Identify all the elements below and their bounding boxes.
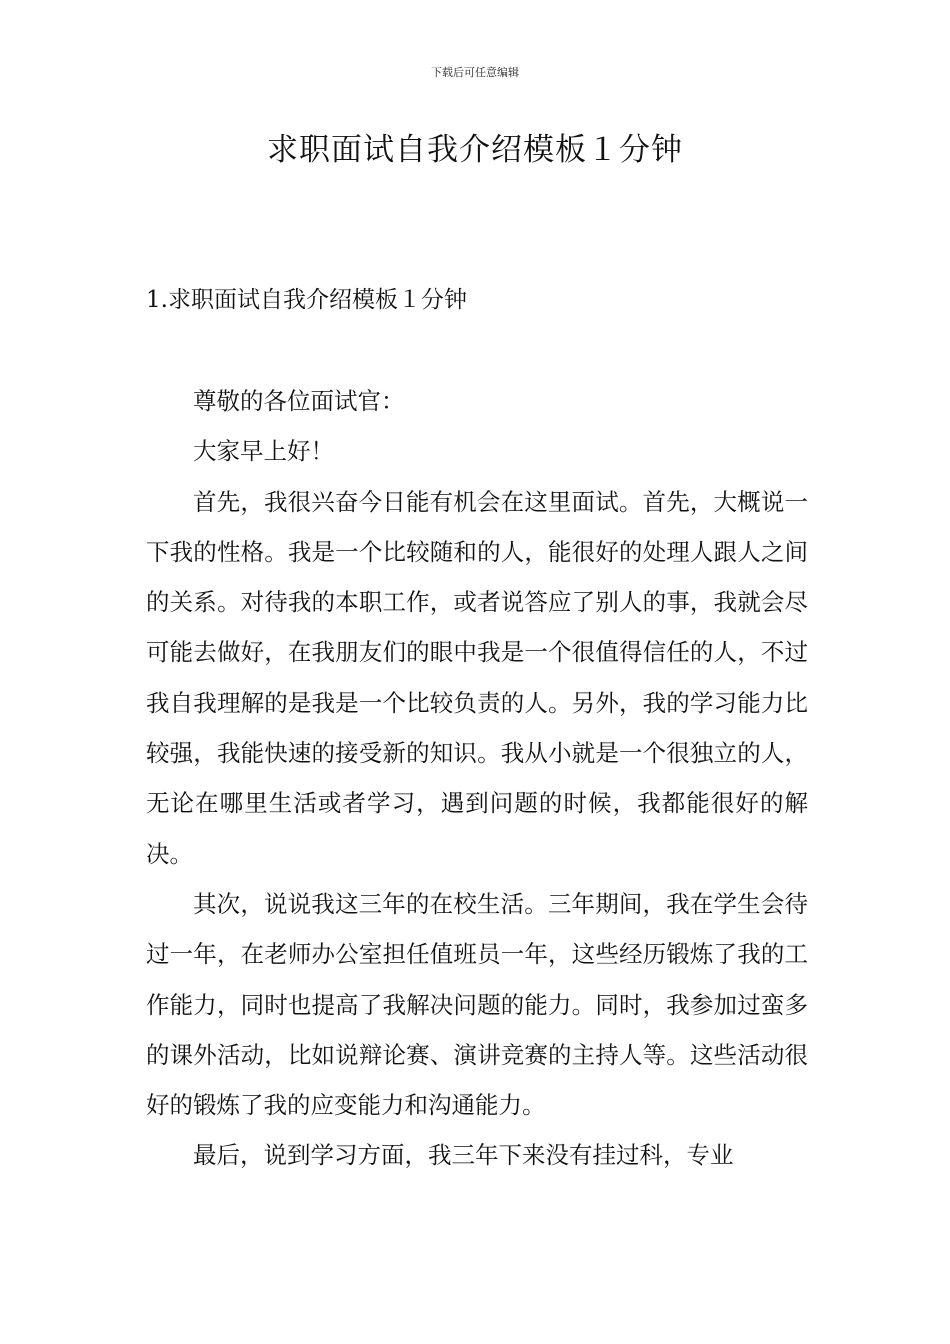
section-heading: 1.求职面试自我介绍模板１分钟 [146, 287, 467, 313]
paragraph-salutation: 尊敬的各位面试官： [193, 387, 405, 415]
document-body [146, 376, 808, 1181]
document-title: 求职面试自我介绍模板１分钟 [267, 132, 683, 168]
paragraph-greeting: 大家早上好！ [193, 437, 334, 466]
header-note: 下载后可任意编辑 [431, 66, 519, 79]
paragraph-study: 最后，说到学习方面，我三年下来没有挂过科，专业 [193, 1141, 734, 1170]
paragraph-personality: 首先，我很兴奋今日能有机会在这里面试。首先，大概说一下我的性格。我是一个比较随和的人，能很好的处理人跟人之间的关系。对待我的本职工作，或者说答应了别人的事，我就会尽可能去做好，在我朋友们的眼中我是一个很值得信任的人，不过我自我理解的是我是一个比较负责的人。另外，我的学习能力比较强，我能快速的接受新的知识。我从小就是一个很独立的人，无论在哪里生活或者学习，遇到问题的时候，我都能很好的解决。 [146, 487, 808, 868]
paragraph-campus-life: 其次，说说我这三年的在校生活。三年期间，我在学生会待过一年，在老师办公室担任值班员一年，这些经历锻炼了我的工作能力，同时也提高了我解决问题的能力。同时，我参加过蛮多的课外活动，比如说辩论赛、演讲竞赛的主持人等。这些活动很好的锻炼了我的应变能力和沟通能力。 [146, 889, 808, 1120]
